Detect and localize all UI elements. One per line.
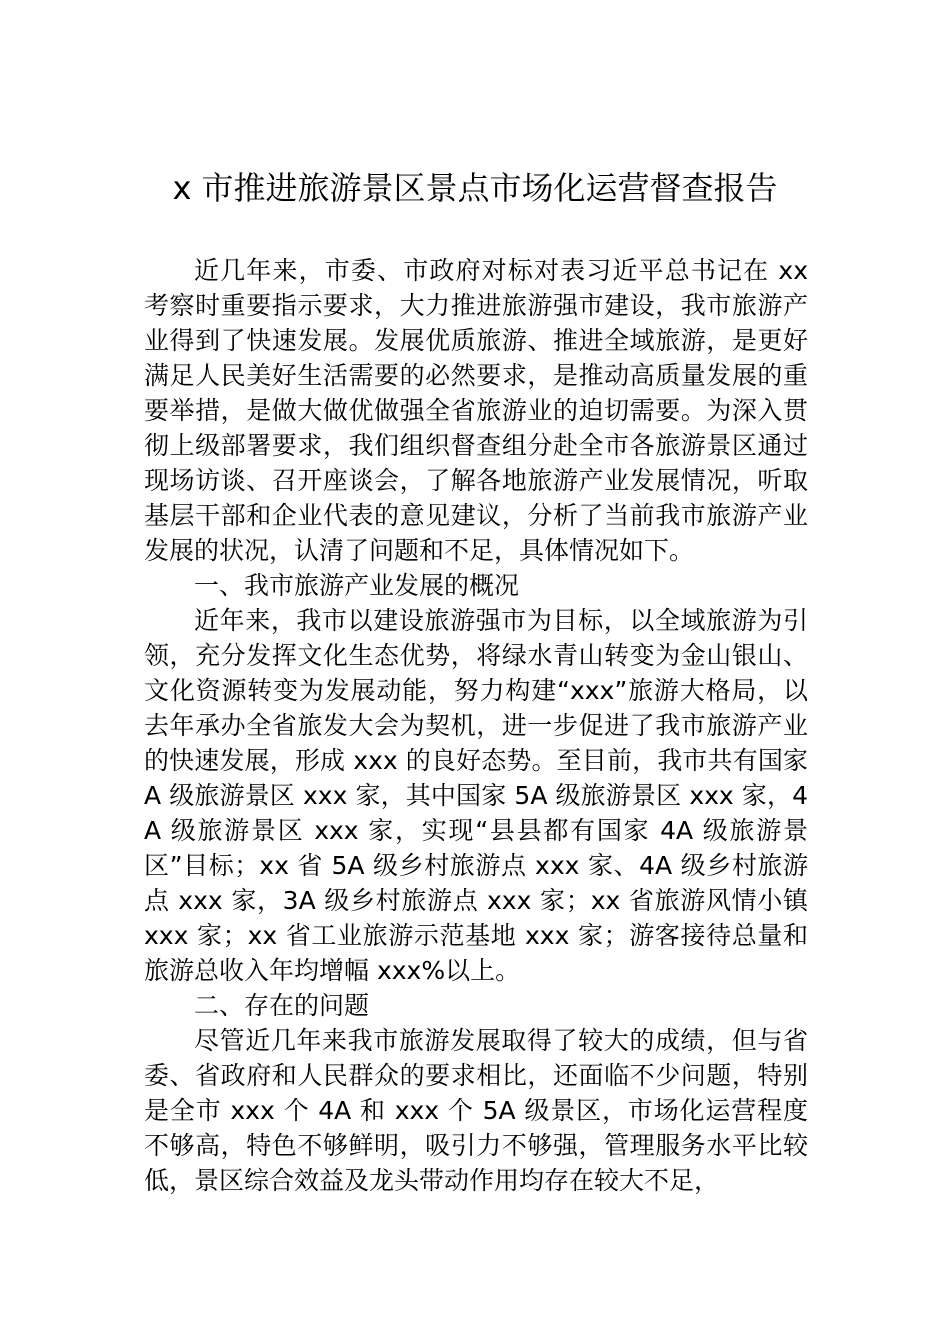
overview-paragraph: 近年来，我市以建设旅游强市为目标，以全域旅游为引领，充分发挥文化生态优势，将绿水青山转变为金山银山、文化资源转变为发展动能，努力构建“xxx”旅游大格局，以去年承办全省旅发大会为契机，进一步促进了我市旅游产业的快速发展，形成 xxx 的良好态势。至目前，我市共有国家 A 级旅游景区 xxx 家，其中国家 5A 级旅游景区 xxx 家，4A 级旅游景区 xxx 家，实现“县县都有国家 4A 级旅游景区”目标；xx 省 5A 级乡村旅游点 xxx 家、4A 级乡村旅游点 xxx 家，3A 级乡村旅游点 xxx 家；xx 省旅游风情小镇 xxx 家；xx 省工业旅游示范基地 xxx 家；游客接待总量和旅游总收入年均增幅 xxx%以上。 xyxy=(144,606,808,985)
section-heading-problems: 二、存在的问题 xyxy=(194,991,370,1020)
document-title: x 市推进旅游景区景点市场化运营督查报告 xyxy=(172,169,778,207)
section-heading-overview: 一、我市旅游产业发展的概况 xyxy=(194,571,520,600)
problems-paragraph: 尽管近几年来我市旅游发展取得了较大的成绩，但与省委、省政府和人民群众的要求相比，还面临不少问题，特别是全市 xxx 个 4A 和 xxx 个 5A 级景区，市场化运营程度不够高，特色不够鲜明，吸引力不够强，管理服务水平比较低，景区综合效益及龙头带动作用均存在较大不足， xyxy=(144,1026,808,1195)
document-body xyxy=(144,253,808,1198)
intro-paragraph: 近几年来，市委、市政府对标对表习近平总书记在 xx 考察时重要指示要求，大力推进旅游强市建设，我市旅游产业得到了快速发展。发展优质旅游、推进全域旅游，是更好满足人民美好生活需要的必然要求，是推动高质量发展的重要举措，是做大做优做强全省旅游业的迫切需要。为深入贯彻上级部署要求，我们组织督查组分赴全市各旅游景区通过现场访谈、召开座谈会，了解各地旅游产业发展情况，听取基层干部和企业代表的意见建议，分析了当前我市旅游产业发展的状况，认清了问题和不足，具体情况如下。 xyxy=(144,256,808,565)
